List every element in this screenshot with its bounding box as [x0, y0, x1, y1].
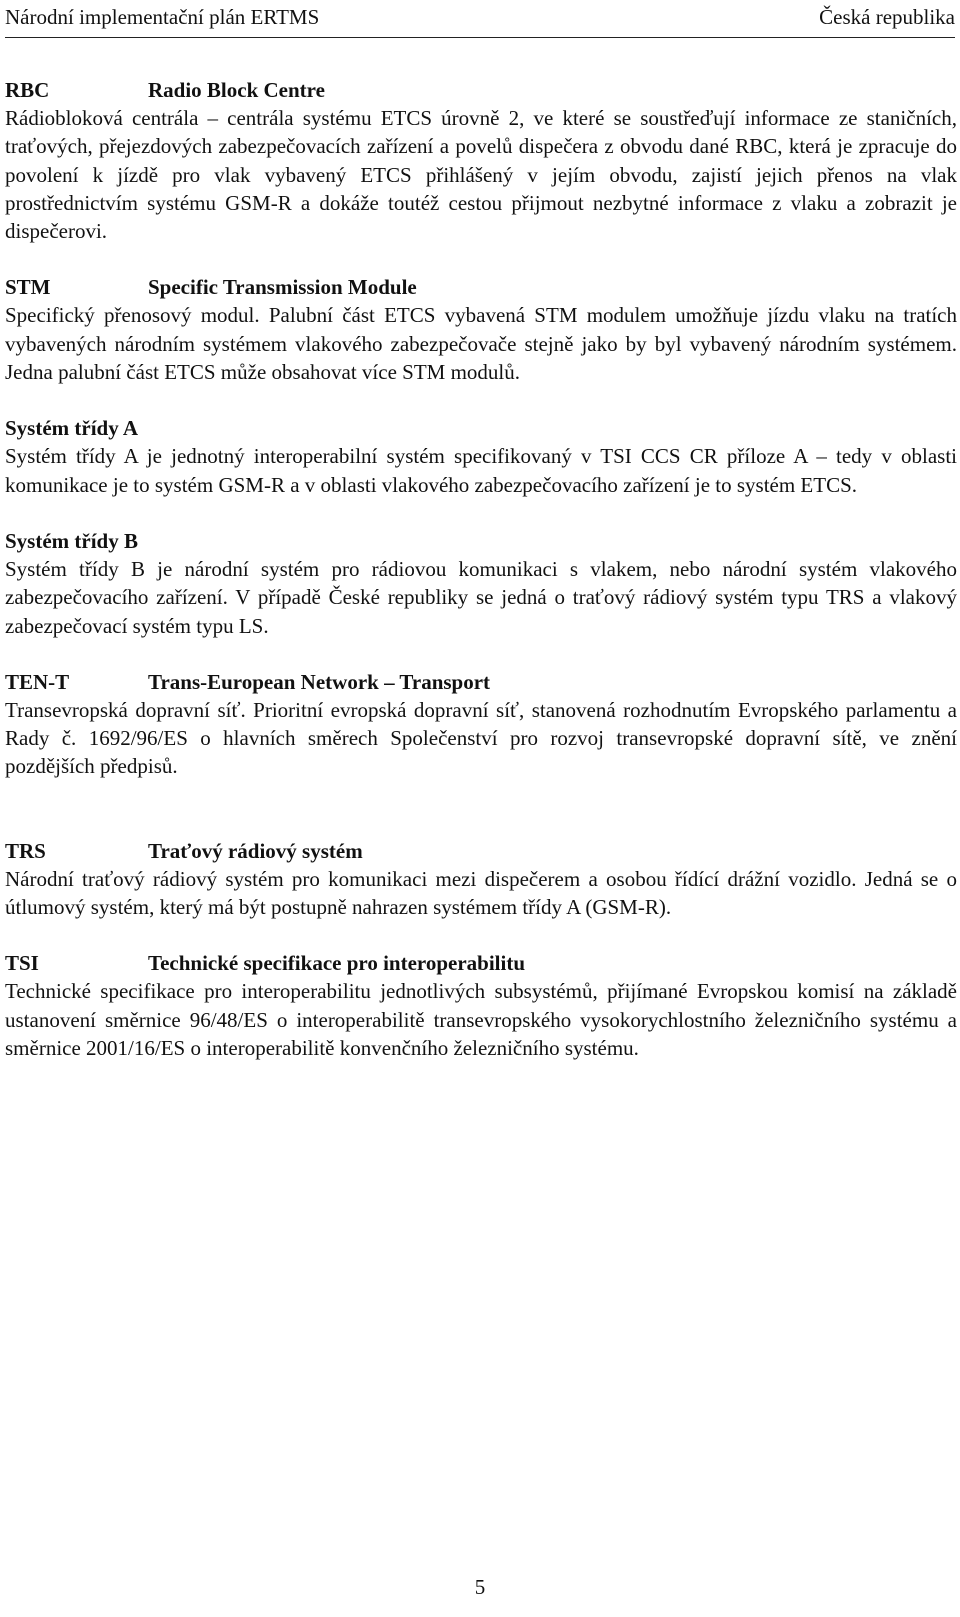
- term-full-name: Trans-European Network – Transport: [148, 669, 491, 694]
- glossary-entry-rbc: [5, 76, 957, 245]
- term-abbreviation: RBC: [5, 78, 50, 102]
- term-definition: Rádiobloková centrála – centrála systému ETCS úrovně 2, ve které se soustřeďují informace ze staničních, traťových, přejezdových zabezpečovacích zařízení a povelů dispečera z obvodu dané RBC, která je zpracuje do povolení k jízdě pro vlak vybavený ETCS přihlášený v jejím obvodu, zajistí jejich přenos na vlak prostřednictvím systému GSM-R a dokáže toutéž cestou přijmout nezbytné informace z vlaku a zobrazit je dispečerovi.: [5, 106, 957, 244]
- glossary-entry-ten-t: [5, 668, 957, 781]
- glossary-entry-stm: [5, 273, 957, 386]
- term-full-name: Traťový rádiový systém: [148, 838, 363, 863]
- glossary-entry-system-class-b: [5, 527, 957, 640]
- term-full-name: Technické specifikace pro interoperabilitu: [148, 951, 526, 976]
- term-definition: Národní traťový rádiový systém pro komunikaci mezi dispečerem a osobou řídící drážní vozidlo. Jedná se o útlumový systém, který má být postupně nahrazen systémem třídy A (GSM-R).: [5, 866, 957, 920]
- glossary-entry-system-class-a: [5, 414, 957, 499]
- glossary-entry-trs: [5, 837, 957, 922]
- term-line: [5, 949, 957, 977]
- header-title: Národní implementační plán ERTMS: [5, 5, 320, 29]
- term-abbreviation: Systém třídy B: [5, 528, 138, 553]
- term-line: [5, 414, 957, 442]
- term-line: [5, 668, 957, 696]
- page-header: [5, 4, 955, 32]
- term-definition: Systém třídy A je jednotný interoperabilní systém specifikovaný v TSI CCS CR příloze A – tedy v oblasti komunikace je to systém GSM-R a v oblasti vlakového zabezpečovacího zařízení je to systém ETCS.: [5, 444, 957, 497]
- term-abbreviation: TRS: [5, 838, 46, 863]
- term-definition: Technické specifikace pro interoperabilitu jednotlivých subsystémů, přijímané Evropskou komisí na základě ustanovení směrnice 96/48/ES o interoperabilitě transevropského vysokorychlostního železničního systému a směrnice 2001/16/ES o interoperabilitě konvenčního železničního systému.: [5, 979, 957, 1060]
- page-number: 5: [474, 1575, 486, 1599]
- term-line: [5, 76, 957, 104]
- term-abbreviation: STM: [5, 275, 51, 300]
- term-definition: Systém třídy B je národní systém pro rádiovou komunikaci s vlakem, nebo národní systém vlakového zabezpečovacího zařízení. V případě České republiky se jedná o traťový rádiový systém typu TRS a vlakový zabezpečovací systém typu LS.: [5, 556, 957, 638]
- term-definition: Specifický přenosový modul. Palubní část ETCS vybavená STM modulem umožňuje jízdu vlaku na tratích vybavených národním systémem vlakového zabezpečovače stejně jako by byl vybavený národním systémem. Jedna palubní část ETCS může obsahovat více STM modulů.: [5, 303, 957, 385]
- term-full-name: Radio Block Centre: [148, 78, 325, 102]
- term-abbreviation: TEN-T: [5, 669, 70, 694]
- glossary: [5, 76, 957, 1062]
- term-abbreviation: Systém třídy A: [5, 416, 138, 441]
- term-definition: Transevropská dopravní síť. Prioritní evropská dopravní síť, stanovená rozhodnutím Evropského parlamentu a Rady č. 1692/96/ES o hlavních směrech Společenství pro rozvoj transevropské dopravní sítě, ve znění pozdějších předpisů.: [5, 697, 957, 779]
- glossary-entry-tsi: [5, 949, 957, 1062]
- term-line: [5, 527, 957, 555]
- term-full-name: Specific Transmission Module: [148, 275, 417, 300]
- term-abbreviation: TSI: [5, 951, 39, 976]
- header-divider: [5, 37, 955, 38]
- term-line: [5, 273, 957, 301]
- term-line: [5, 837, 957, 865]
- header-country: Česká republika: [819, 5, 955, 29]
